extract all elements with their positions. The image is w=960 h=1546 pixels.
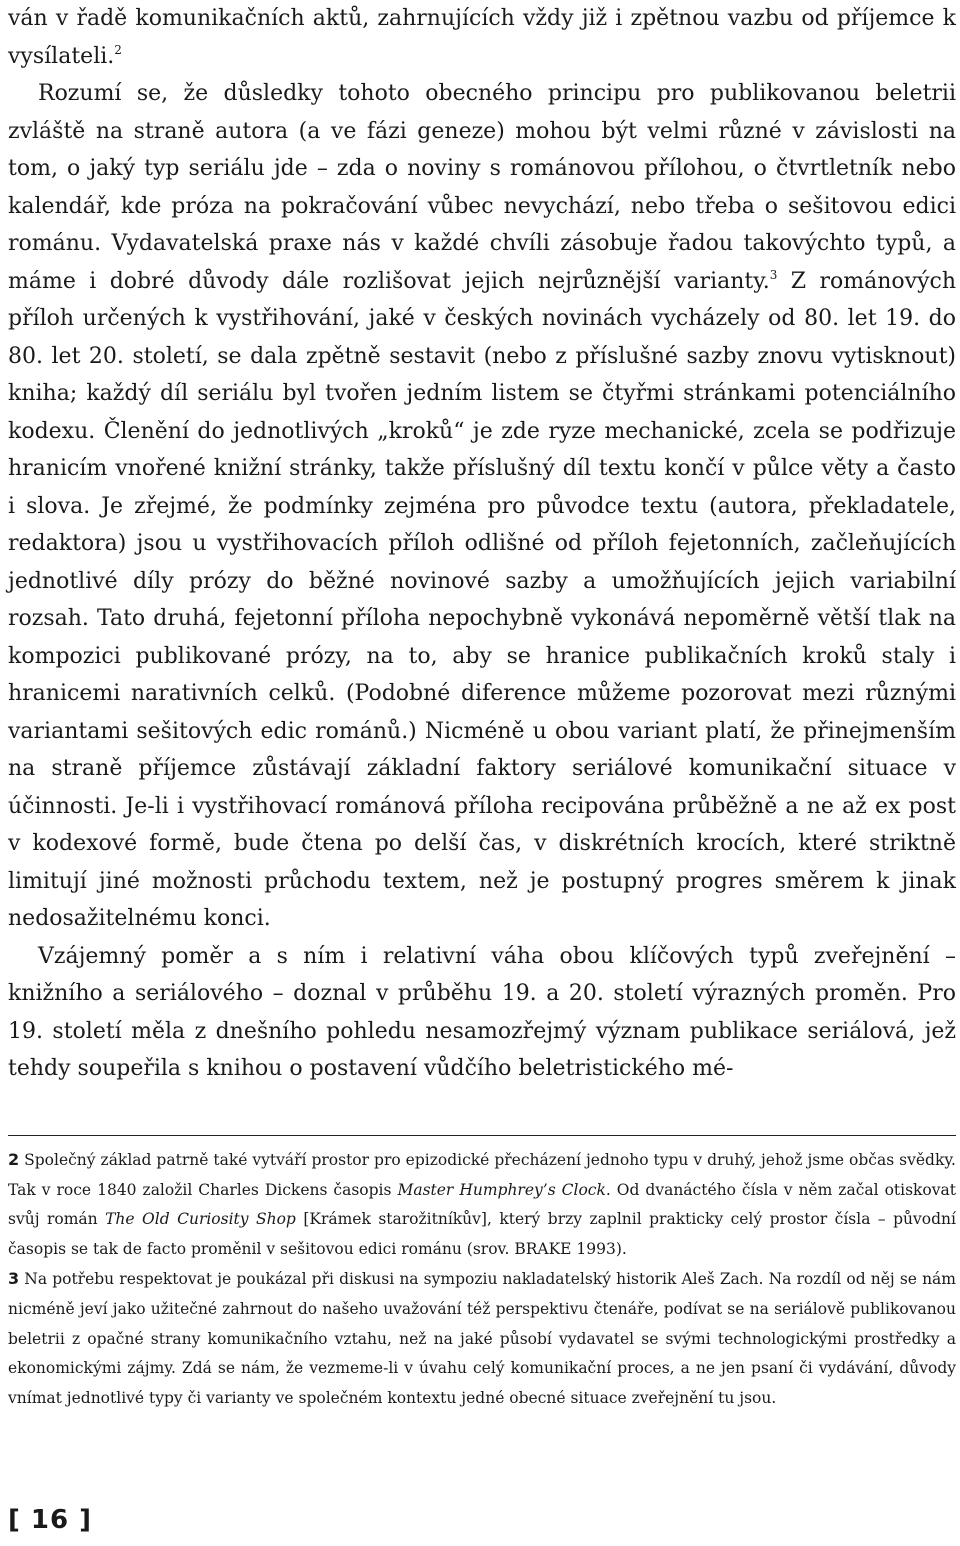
paragraph-text: Vzájemný poměr a s ním i relativní váha obou klíčových typů zveřejnění – knižního a seriálového – doznal v průběhu 19. a 20. století výrazných proměn. Pro 19. století měla z dnešního pohledu nesamozřejmý význam publikace seriálová, jež tehdy soupeřila s knihou o postavení vůdčího beletristického mé-	[8, 943, 956, 1081]
footnote-text: Společný základ patrně také vytváří prostor pro epizodické přecházení jednoho typu v druhý, jehož jsme občas svědky. Tak v roce 1840 založil Charles Dickens časopis	[8, 1151, 956, 1199]
footnote-ref-2[interactable]: 2	[114, 42, 122, 57]
paragraph-text: Z románových příloh určených k vystřihování, jaké v českých novinách vycházely od 80. let 19. do 80. let 20. století, se dala zpětně sestavit (nebo z příslušné sazby znovu vytisknout) kniha; každý díl seriálu byl tvořen jedním listem se čtyřmi stránkami potenciálního kodexu. Členění do jednotlivých „kroků“ je zde ryze mechanické, zcela se podřizuje hranicím vnořené knižní stránky, takže příslušný díl textu končí v půlce věty a často i slova. Je zřejmé, že podmínky zejména pro původce textu (autora, překladatele, redaktora) jsou u vystřihovacích příloh odlišné od příloh fejetonních, začleňujících jednotlivé díly prózy do běžné novinové sazby a umožňujících jejich variabilní rozsah. Tato druhá, fejetonní příloha nepochybně vykonává nepoměrně větší tlak na kompozici publikované prózy, na to, aby se hranice publikačních kroků staly i hranicemi narativních celků. (Podobné diference můžeme pozorovat mezi různými variantami sešitových edic románů.) Nicméně u obou variant platí, že přinejmenším na straně příjemce zůstávají základní faktory seriálové komunikační situace v účinnosti. Je-li i vystřihovací románová příloha recipována průběžně a ne až ex post v kodexové formě, bude čtena po delší čas, v diskrétních krocích, které striktně limitují jiné možnosti průchodu textem, než je postupný progres směrem k jinak nedosažitelnému konci.	[8, 268, 956, 931]
paragraph-continued	[8, 0, 956, 75]
footnote-2	[8, 1145, 956, 1264]
footnote-number: 3	[8, 1269, 20, 1289]
work-title: The Old Curiosity Shop	[105, 1210, 296, 1229]
paragraph-serial-types	[8, 75, 956, 938]
footnote-number: 2	[8, 1150, 20, 1169]
footnotes	[8, 1145, 956, 1413]
footnote-text: [Krámek starožitníkův], který brzy zaplnil prakticky celý prostor čísla – původní časopis se tak de facto proměnil v sešitovou edici románu (srov. BRAKE 1993).	[8, 1210, 956, 1258]
main-text	[8, 0, 956, 1088]
footnote-divider	[8, 1135, 956, 1136]
footnote-3	[8, 1264, 956, 1413]
work-title: Master Humphrey’s Clock	[397, 1180, 606, 1199]
paragraph-text: Rozumí se, že důsledky tohoto obecného principu pro publikovanou beletrii zvláště na straně autora (a ve fázi geneze) mohou být velmi různé v závislosti na tom, o jaký typ seriálu jde – zda o noviny s románovou přílohou, o čtvrtletník nebo kalendář, kde próza na pokračování vůbec nevychází, nebo třeba o sešitovou edici románu. Vydavatelská praxe nás v každé chvíli zásobuje řadou takovýchto typů, a máme i dobré důvody dále rozlišovat jejich nejrůznější varianty.	[8, 81, 956, 294]
paragraph-relative-weight	[8, 938, 956, 1088]
footnote-text: . Od dvanáctého čísla v něm začal otiskovat svůj román	[8, 1180, 956, 1229]
page-number: [ 16 ]	[8, 1505, 93, 1535]
footnote-ref-3[interactable]: 3	[769, 267, 778, 282]
paragraph-text: ván v řadě komunikačních aktů, zahrnujících vždy již i zpětnou vazbu od příjemce k vysílateli.	[8, 6, 956, 69]
footnote-text: Na potřebu respektovat je poukázal při diskusi na sympoziu nakladatelský historik Aleš Zach. Na rozdíl od něj se nám nicméně jeví jako užitečné zahrnout do našeho uvažování též perspektivu čtenáře, podívat se na seriálově publikovanou beletrii z opačné strany komunikačního vztahu, než na jaké působí vydavatel se svými technologickými prostředky a ekonomickými zájmy. Zdá se nám, že vezmeme-li v úvahu celý komunikační proces, a ne jen psaní či vydávání, důvody vnímat jednotlivé typy či varianty ve společném kontextu jedné obecné situace zveřejnění tu jsou.	[8, 1270, 956, 1407]
